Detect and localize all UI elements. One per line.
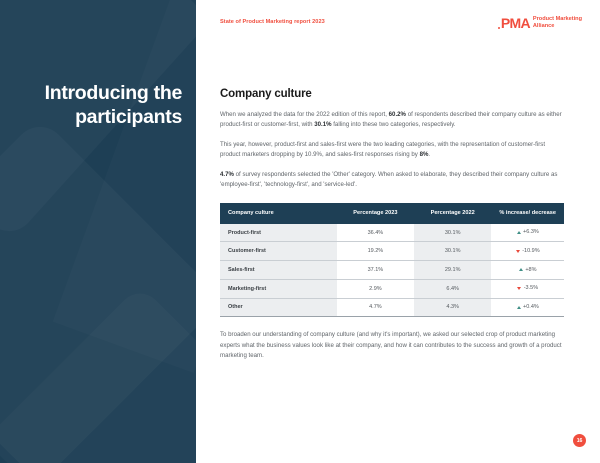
page-title	[12, 82, 182, 130]
paragraph-3	[220, 170, 564, 191]
cell-percentage-2022: 29.1%	[414, 261, 491, 280]
triangle-up-icon	[519, 268, 523, 271]
paragraph-4: To broaden our understanding of company culture (and why it's important), we asked our selected crop of product marketing experts what the business values look like at their company, and how it can contributes to the success and growth of a product marketing team.	[220, 331, 562, 360]
table-header-row	[220, 203, 564, 224]
p1-part1: When we analyzed the data for the 2022 edition of this report,	[220, 111, 389, 118]
decorative-shape	[53, 0, 196, 373]
p1-bold2: 30.1%	[314, 121, 332, 129]
triangle-up-icon	[517, 231, 521, 234]
change-indicator	[517, 285, 538, 291]
triangle-down-icon	[517, 287, 521, 290]
triangle-down-icon	[516, 250, 520, 253]
change-value: +8%	[525, 266, 537, 273]
change-value: +6.3%	[523, 229, 539, 236]
logo-mark	[498, 16, 530, 30]
left-title-panel	[0, 0, 196, 463]
change-indicator	[519, 267, 537, 273]
column-header-percentage-2022: Percentage 2022	[414, 203, 491, 224]
change-value: -10.9%	[522, 248, 540, 255]
cell-percentage-2023: 19.2%	[337, 242, 414, 261]
company-culture-table-wrapper	[220, 203, 564, 317]
change-value: -3.5%	[523, 285, 539, 292]
cell-percentage-2022: 6.4%	[414, 279, 491, 298]
cell-change	[491, 279, 564, 298]
row-label: Other	[220, 298, 337, 317]
table-row	[220, 261, 564, 280]
paragraph-1	[220, 110, 564, 131]
p1-part3: falling into these two categories, respectively.	[331, 121, 456, 129]
table-row	[220, 242, 564, 261]
page-title-line-1: Introducing the	[44, 82, 182, 104]
p3-part1: of survey respondents selected the 'Other' category. When asked to elaborate, they described their company culture as 'employee-first', 'technology-first', and 'service-led'.	[220, 170, 558, 189]
row-label: Sales-first	[220, 261, 337, 280]
cell-percentage-2022: 30.1%	[414, 242, 491, 261]
cell-percentage-2023: 36.4%	[337, 224, 414, 242]
section-title: Company culture	[220, 88, 312, 100]
p3-bold1: 4.7%	[220, 170, 234, 178]
table-row	[220, 224, 564, 242]
column-header-percentage-2023: Percentage 2023	[337, 203, 414, 224]
p1-part2: of respondents described their company culture as either product-first or customer-first, with	[220, 111, 562, 129]
company-culture-table	[220, 203, 564, 317]
page-number-badge: 16	[573, 434, 586, 447]
triangle-up-icon	[517, 306, 521, 309]
cell-percentage-2023: 37.1%	[337, 261, 414, 280]
change-indicator	[517, 229, 539, 235]
p2-part1: This year, however, product-first and sales-first were the two leading categories, with the representation of customer-first product marketers dropping by 10.9%, and sales-first responses rising by	[220, 140, 546, 159]
article-content	[220, 88, 564, 371]
p2-part2: .	[428, 151, 431, 159]
decorative-shape	[0, 116, 196, 463]
cell-percentage-2022: 30.1%	[414, 224, 491, 242]
table-head	[220, 203, 564, 224]
change-value: +0.4%	[523, 304, 539, 311]
table-row	[220, 279, 564, 298]
logo-mark-text: PMA	[500, 15, 530, 32]
page-title-line-2: participants	[75, 105, 182, 128]
decorative-shape	[0, 284, 196, 463]
table-body	[220, 224, 564, 317]
change-indicator	[516, 248, 540, 254]
row-label: Product-first	[220, 224, 337, 242]
cell-percentage-2023: 2.9%	[337, 279, 414, 298]
cell-change	[491, 298, 564, 317]
column-header-company-culture: Company culture	[220, 203, 337, 224]
column-header-change: % increase/ decrease	[491, 203, 564, 224]
logo-wordmark-line-2: Alliance	[532, 23, 555, 30]
row-label: Marketing-first	[220, 279, 337, 298]
p1-bold1: 60.2%	[388, 111, 406, 118]
change-indicator	[517, 304, 539, 310]
page-header	[220, 16, 582, 42]
logo-wordmark-line-1: Product Marketing	[532, 16, 582, 22]
cell-change	[491, 261, 564, 280]
p2-bold1: 8%	[419, 151, 429, 159]
report-label: State of Product Marketing report 2023	[220, 19, 325, 25]
cell-percentage-2023: 4.7%	[337, 298, 414, 317]
cell-percentage-2022: 4.3%	[414, 298, 491, 317]
cell-change	[491, 224, 564, 242]
cell-change	[491, 242, 564, 261]
row-label: Customer-first	[220, 242, 337, 261]
paragraph-2	[220, 140, 564, 161]
content-panel	[196, 0, 600, 463]
table-row	[220, 298, 564, 317]
pma-logo	[498, 16, 582, 30]
logo-wordmark	[533, 16, 582, 30]
